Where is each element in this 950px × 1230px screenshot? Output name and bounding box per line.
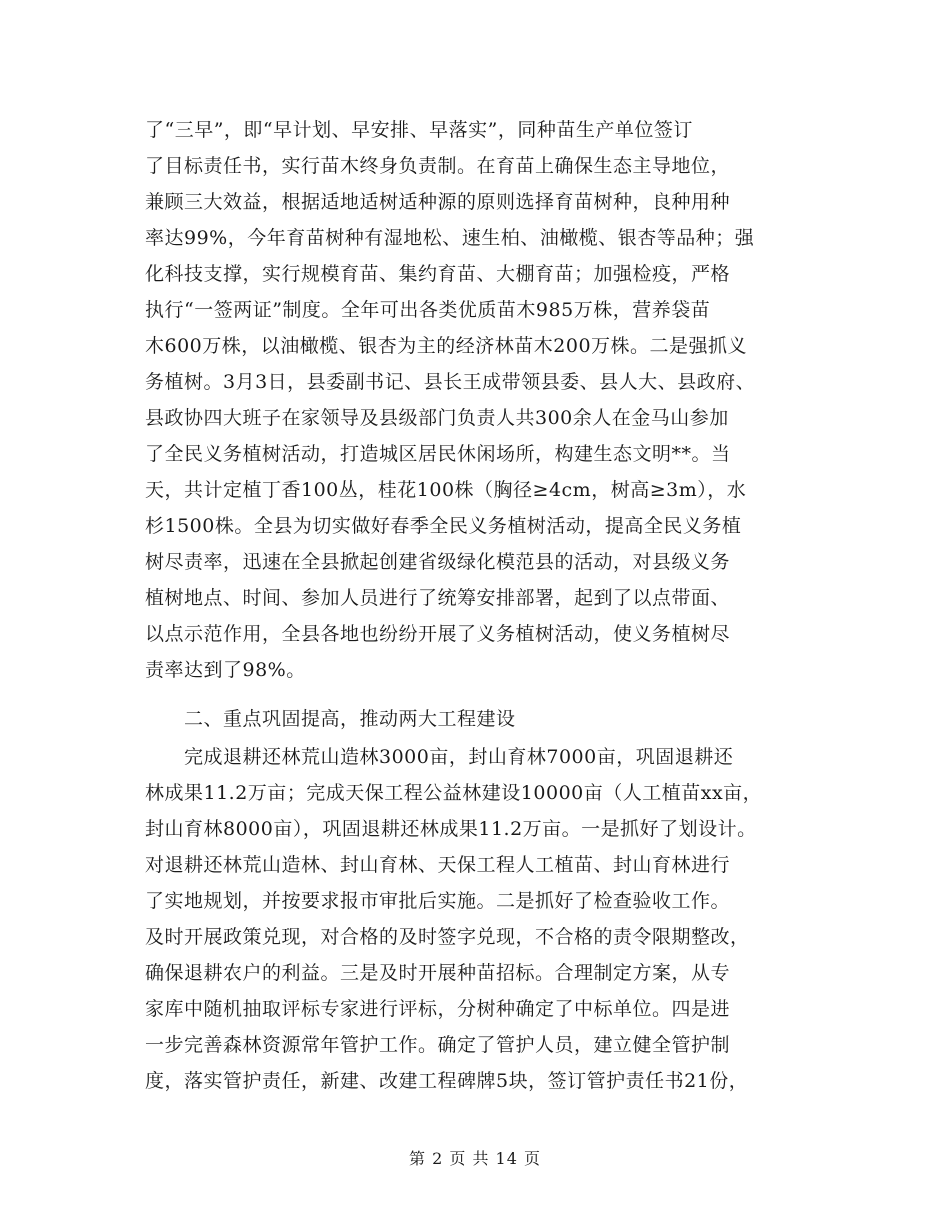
text-line: 天，共计定植丁香100丛，桂花100株（胸径≥4cm，树高≥3m），水 bbox=[145, 479, 747, 501]
text-line: 对退耕还林荒山造林、封山育林、天保工程人工植苗、封山育林进行 bbox=[145, 854, 731, 876]
text-line: 了全民义务植树活动，打造城区居民休闲场所，构建生态文明**。当 bbox=[145, 443, 731, 465]
text-line: 了目标责任书，实行苗木终身负责制。在育苗上确保生态主导地位， bbox=[145, 155, 731, 177]
text-line: 林成果11.2万亩；完成天保工程公益林建设10000亩（人工植苗xx亩， bbox=[145, 782, 763, 804]
text-line: 杉1500株。全县为切实做好春季全民义务植树活动，提高全民义务植 bbox=[145, 515, 742, 537]
text-line: 了“三早”，即“早计划、早安排、早落实”，同种苗生产单位签订 bbox=[145, 119, 693, 141]
text-line: 务植树。3月3日，县委副书记、县长王成带领县委、县人大、县政府、 bbox=[145, 371, 756, 393]
text-line: 封山育林8000亩），巩固退耕还林成果11.2万亩。一是抓好了划设计。 bbox=[145, 818, 757, 840]
text-line: 木600万株，以油橄榄、银杏为主的经济林苗木200万株。二是强抓义 bbox=[145, 335, 748, 357]
text-line: 及时开展政策兑现，对合格的及时签字兑现，不合格的责令限期整改， bbox=[145, 926, 750, 948]
text-line: 完成退耕还林荒山造林3000亩，封山育林7000亩，巩固退耕还 bbox=[184, 746, 734, 768]
text-line: 执行“一签两证”制度。全年可出各类优质苗木985万株，营养袋苗 bbox=[145, 299, 711, 321]
text-line: 确保退耕农户的利益。三是及时开展种苗招标。合理制定方案，从专 bbox=[145, 962, 731, 984]
text-line: 一步完善森林资源常年管护工作。确定了管护人员，建立健全管护制 bbox=[145, 1034, 731, 1056]
text-line: 率达99%，今年育苗树种有湿地松、速生柏、油橄榄、银杏等品种；强 bbox=[145, 227, 755, 249]
text-line: 县政协四大班子在家领导及县级部门负责人共300余人在金马山参加 bbox=[145, 407, 729, 429]
text-line: 了实地规划，并按要求报市审批后实施。二是抓好了检查验收工作。 bbox=[145, 890, 731, 912]
text-line: 树尽责率，迅速在全县掀起创建省级绿化模范县的活动，对县级义务 bbox=[145, 551, 731, 573]
page-footer: 第 2 页 共 14 页 bbox=[409, 1149, 541, 1168]
text-line: 责率达到了98%。 bbox=[145, 659, 306, 681]
text-line: 以点示范作用，全县各地也纷纷开展了义务植树活动，使义务植树尽 bbox=[145, 623, 731, 645]
section-heading: 二、重点巩固提高，推动两大工程建设 bbox=[184, 708, 516, 730]
text-line: 化科技支撑，实行规模育苗、集约育苗、大棚育苗；加强检疫，严格 bbox=[145, 263, 731, 285]
text-line: 度，落实管护责任，新建、改建工程碑牌5块，签订管护责任书21份， bbox=[145, 1070, 749, 1092]
text-line: 植树地点、时间、参加人员进行了统筹安排部署，起到了以点带面、 bbox=[145, 587, 731, 609]
text-line: 家库中随机抽取评标专家进行评标，分树种确定了中标单位。四是进 bbox=[145, 998, 731, 1020]
text-line: 兼顾三大效益，根据适地适树适种源的原则选择育苗树种，良种用种 bbox=[145, 191, 731, 213]
